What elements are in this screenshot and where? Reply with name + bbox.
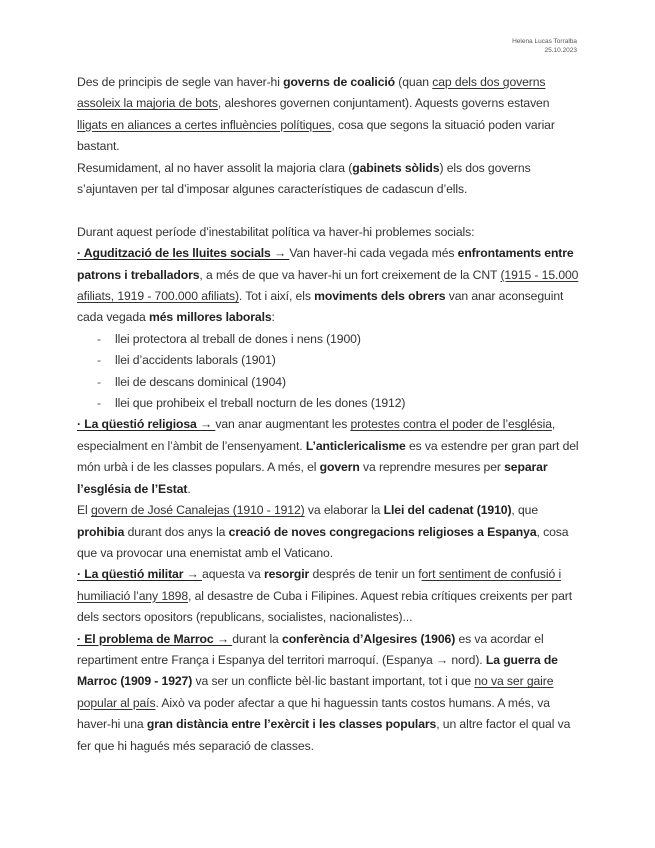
bold-term: separar l’església de l’Estat xyxy=(77,460,548,496)
text-run: va elaborar la xyxy=(304,503,384,518)
text-run: van anar aconseguint cada vegada xyxy=(77,289,564,325)
bold-term: més millores laborals xyxy=(149,310,272,325)
text-run: (quan xyxy=(395,75,433,89)
page-header xyxy=(512,37,577,55)
text-run: . Tot i així, els xyxy=(238,289,315,304)
section-social-struggles xyxy=(77,243,582,329)
bold-term: prohibia xyxy=(77,524,125,539)
text-run: . Això va poder afectar a que hi haguessin tants costos humans. A més, va haver-hi una xyxy=(77,695,550,732)
text-run: , cosa que segons la situació poden variar bastant. xyxy=(77,117,555,154)
text-run: , especialment en l’àmbit de l’ensenyament. xyxy=(77,417,556,453)
text-run: Resumidament, al no haver assolit la majoria clara ( xyxy=(77,160,353,175)
section-heading: · La qüestió religiosa → xyxy=(77,417,216,432)
text-run: després de tenir un f xyxy=(309,567,422,582)
underlined-phrase: cap dels dos governs assoleix la majoria de bots xyxy=(77,75,546,111)
underlined-phrase: govern de José Canalejas (1910 - 1912) xyxy=(90,503,305,518)
bold-term: La guerra de Marroc (1909 - 1927) xyxy=(77,652,558,689)
text-run: Van haver-hi cada vegada més xyxy=(289,246,458,261)
bold-term: gran distància entre l’exèrcit i les classes populars xyxy=(146,717,437,732)
text-run: ) els dos governs s’ajuntaven per tal d’imposar algunes característiques de cadascun d’ells. xyxy=(77,160,531,197)
canalejas-paragraph xyxy=(77,500,582,564)
bold-term: creació de noves congregacions religioses a Espanya xyxy=(228,524,537,539)
underlined-phrase: ort sentiment de confusió i humiliació l’any 1898 xyxy=(77,567,562,603)
section-morocco-problem xyxy=(77,629,582,757)
text-run: es va estendre per gran part del món urbà i de les classes populars. A més, el xyxy=(77,438,579,475)
section-heading: · Agudització de les lluites socials → xyxy=(77,246,290,261)
underlined-phrase: protestes contra el poder de l’església xyxy=(350,417,552,432)
underlined-phrase: (1915 - 15.000 afiliats, 1919 - 700.000 afiliats) xyxy=(77,267,579,304)
document-body xyxy=(77,72,582,757)
text-run: , cosa que va provocar una enemistat amb el Vaticano. xyxy=(77,524,569,560)
bold-term: govern xyxy=(319,460,360,475)
document-date: 25.10.2023 xyxy=(544,47,577,54)
text-run: , que xyxy=(511,503,539,518)
paragraph-gap xyxy=(77,200,582,221)
section-military-question xyxy=(77,564,582,628)
text-run: van anar augmentant les xyxy=(215,417,351,432)
bold-term: conferència d’Algesires (1906) xyxy=(282,631,456,646)
labour-laws-list xyxy=(77,329,582,415)
text-run: El xyxy=(77,503,91,518)
bold-term: Llei del cadenat (1910) xyxy=(383,503,512,518)
text-run: : xyxy=(271,310,275,325)
text-run: , a més de que va haver-hi un fort creixement de la CNT xyxy=(199,267,501,282)
text-run: , aleshores governen conjuntament). Aquests governs estaven xyxy=(217,96,550,111)
bold-term: gabinets sòlids xyxy=(352,160,440,175)
intro-paragraph-1 xyxy=(77,72,582,158)
text-run: , un altre factor el qual va fer que hi hagués més separació de classes. xyxy=(77,717,571,753)
section-heading: · La qüestió militar → xyxy=(77,567,203,582)
bold-term: resorgir xyxy=(263,567,310,582)
text-run: durant la xyxy=(232,631,283,646)
bold-term: L’anticlericalisme xyxy=(305,438,406,453)
list-item: - llei protectora al treball de dones i nens (1900) xyxy=(115,329,582,350)
author-name: Helena Lucas Torralba xyxy=(512,38,577,45)
text-run: Des de principis de segle van haver-hi xyxy=(77,75,284,89)
list-item: - llei d’accidents laborals (1901) xyxy=(115,350,582,371)
intro-paragraph-2 xyxy=(77,158,582,201)
text-run: durant dos anys la xyxy=(124,524,229,539)
underlined-phrase: lligats en aliances a certes influències polítiques xyxy=(77,117,332,132)
text-run: va ser un conflicte bèl·lic bastant important, tot i que xyxy=(192,674,475,689)
problems-lead: Durant aquest període d’inestabilitat política va haver-hi problemes socials: xyxy=(77,224,475,239)
text-run: va reprendre mesures per xyxy=(359,460,505,475)
text-run: es va acordar el repartiment entre França i Espanya del territori marroquí. (Espanya → nord). xyxy=(77,631,544,667)
bold-term: enfrontaments entre patrons i treballadors xyxy=(77,246,574,282)
text-run: . xyxy=(187,481,191,496)
section-religious-question xyxy=(77,414,582,500)
list-item: - llei de descans dominical (1904) xyxy=(115,372,582,393)
bold-term: moviments dels obrers xyxy=(314,289,446,304)
list-item: - llei que prohibeix el treball nocturn de les dones (1912) xyxy=(115,393,582,414)
text-run: , al desastre de Cuba i Filipines. Aquest rebia crítiques creixents per part dels sectors opositors (republicans, socialistes, nacionalistes)... xyxy=(77,588,573,625)
bold-term: governs de coalició xyxy=(283,75,395,89)
underlined-phrase: no va ser gaire popular al país xyxy=(77,674,554,710)
section-heading: · El problema de Marroc → xyxy=(77,631,233,646)
text-run: aquesta va xyxy=(202,567,264,582)
